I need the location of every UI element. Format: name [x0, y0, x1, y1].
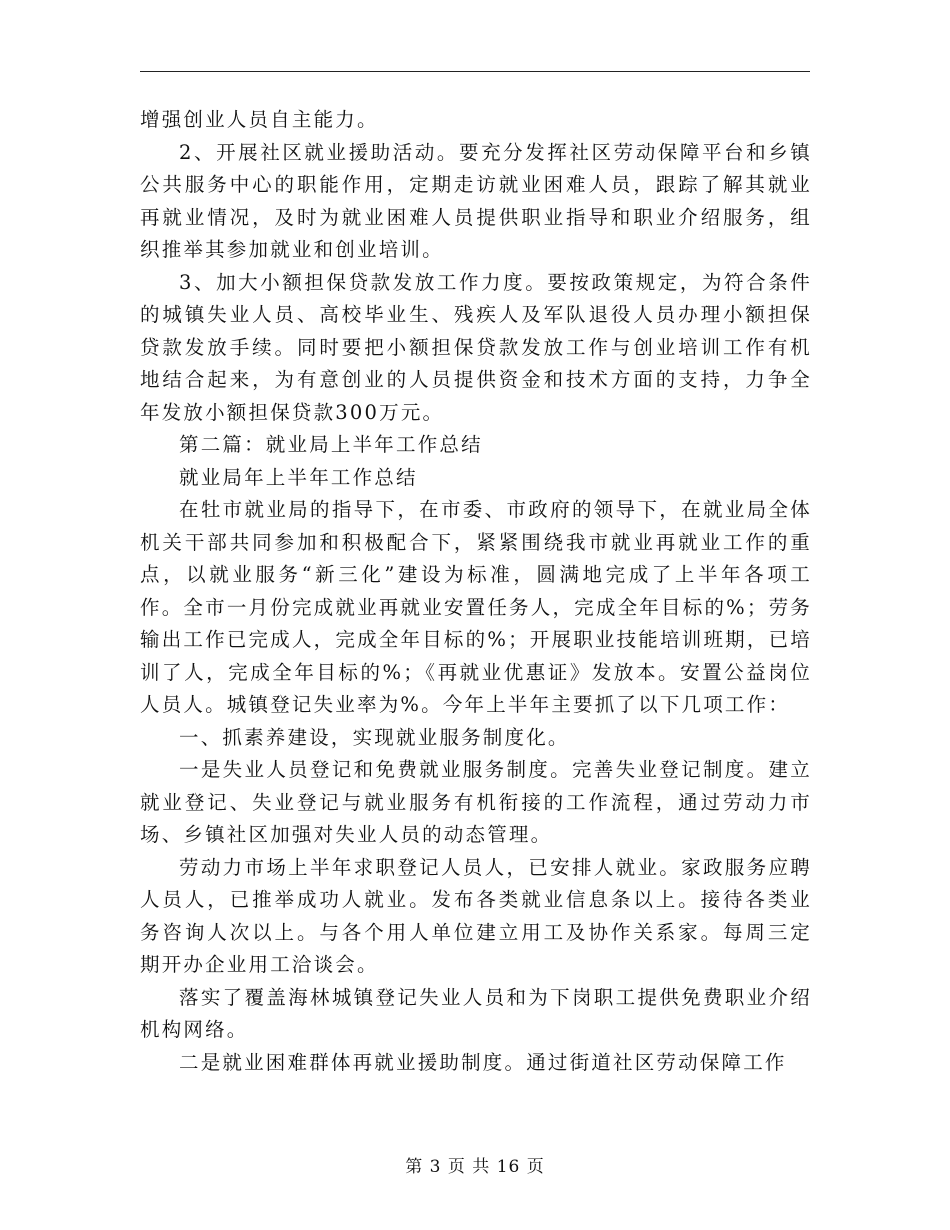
paragraph-2: 2、开展社区就业援助活动。要充分发挥社区劳动保障平台和乡镇公共服务中心的职能作用，定期走访就业困难人员，跟踪了解其就业再就业情况，及时为就业困难人员提供职业指导和职业介绍服务，组织推举其参加就业和创业培训。: [140, 140, 812, 261]
document-body: [140, 104, 812, 1079]
document-title: 就业局年上半年工作总结: [179, 465, 418, 489]
footer-label-of: 页 共: [447, 1157, 491, 1177]
paragraph-11: 二是就业困难群体再就业援助制度。通过街道社区劳动保障工作: [179, 1050, 787, 1074]
paragraph-10: 落实了覆盖海林城镇登记失业人员和为下岗职工提供免费职业介绍机构网络。: [140, 985, 812, 1041]
section-heading: 第二篇：就业局上半年工作总结: [179, 433, 483, 456]
paragraph-9: 劳动力市场上半年求职登记人员人，已安排人就业。家政服务应聘人员人，已推举成功人就业。发布各类就业信息条以上。接待各类业务咨询人次以上。与各个用人单位建立用工及协作关系家。每周三定期开办企业用工洽谈会。: [140, 855, 812, 976]
paragraph-6: 在牡市就业局的指导下，在市委、市政府的领导下，在就业局全体机关干部共同参加和积极配合下，紧紧围绕我市就业再就业工作的重点，以就业服务“新三化”建设为标准，圆满地完成了上半年各项工作。全市一月份完成就业再就业安置任务人，完成全年目标的%；劳务输出工作已完成人，完成全年目标的%；开展职业技能培训班期，已培训了人，完成全年目标的%；《再就业优惠证》发放本。安置公益岗位人员人。城镇登记失业率为%。今年上半年主要抓了以下几项工作：: [140, 498, 812, 716]
footer-total-pages: 16: [496, 1157, 521, 1177]
footer-label-page: 第: [405, 1157, 424, 1177]
page-footer: [0, 1152, 950, 1177]
paragraph-3: 3、加大小额担保贷款发放工作力度。要按政策规定，为符合条件的城镇失业人员、高校毕业生、残疾人及军队退役人员办理小额担保贷款发放手续。同时要把小额担保贷款发放工作与创业培训工作有机地结合起来，为有意创业的人员提供资金和技术方面的支持，力争全年发放小额担保贷款300万元。: [140, 270, 812, 424]
subsection-heading: 一、抓素养建设，实现就业服务制度化。: [179, 725, 570, 749]
header-rule: [140, 71, 810, 72]
paragraph-8: 一是失业人员登记和免费就业服务制度。完善失业登记制度。建立就业登记、失业登记与就业服务有机衔接的工作流程，通过劳动力市场、乡镇社区加强对失业人员的动态管理。: [140, 758, 812, 846]
footer-current-page: 3: [429, 1157, 442, 1177]
paragraph-1: 增强创业人员自主能力。: [140, 108, 379, 131]
footer-label-pages: 页: [526, 1157, 545, 1177]
